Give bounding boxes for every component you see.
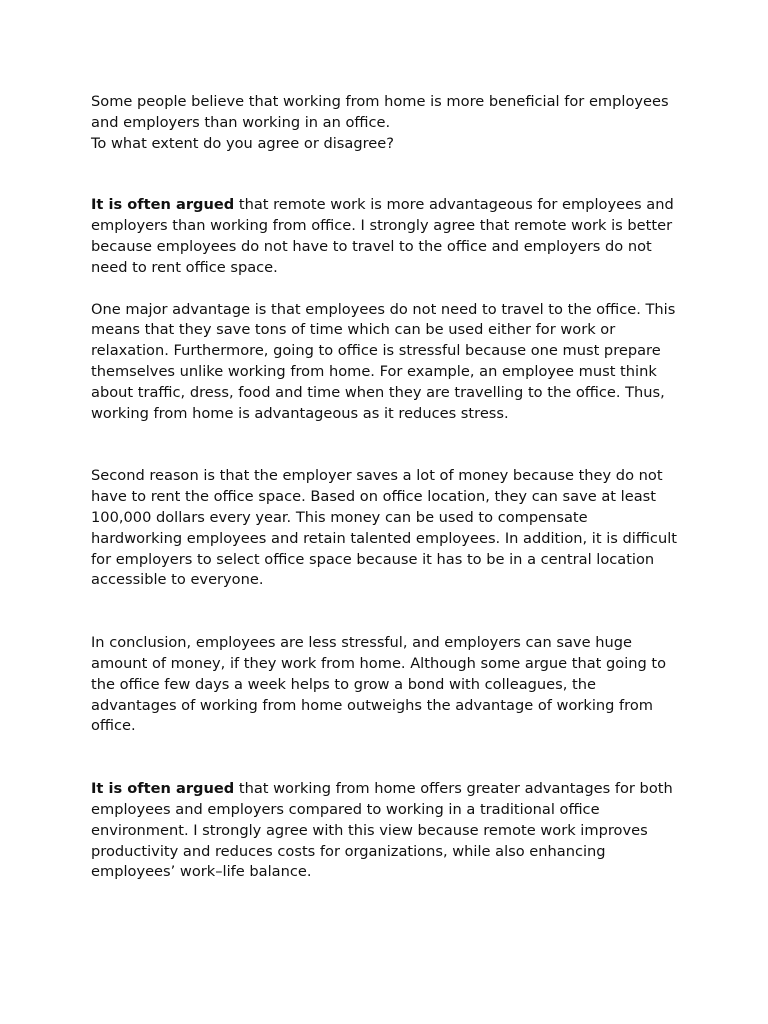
body-paragraph-2: Second reason is that the employer saves a lot of money because they do not have to rent the office space. Based on office location, they can save at least 100,000 dollars every year. This money can be used to compensate hardworking employees and retain talented employees. In addition, it is difficult for employers to select office space because it has to be in a central location accessible to everyone. — [91, 467, 677, 589]
intro-paragraph — [91, 195, 681, 278]
essay-prompt — [91, 92, 681, 154]
prompt-statement: Some people believe that working from home is more beneficial for employees and employers than working in an office. — [91, 93, 669, 131]
intro-body: that remote work is more advantageous for employees and employers than working from office. I strongly agree that remote work is better because employees do not have to travel to the office and employers do not need to rent office space. — [91, 196, 674, 276]
intro-lead-phrase: It is often argued — [91, 196, 235, 214]
body-paragraph-1: One major advantage is that employees do not need to travel to the office. This means that they save tons of time which can be used either for work or relaxation. Furthermore, going to office is stressful because one must prepare themselves unlike working from home. For example, an employee must think about traffic, dress, food and time when they are travelling to the office. Thus, working from home is advantageous as it reduces stress. — [91, 300, 676, 422]
conclusion-paragraph: In conclusion, employees are less stressful, and employers can save huge amount of money, if they work from home. Although some argue that going to the office few days a week helps to grow a bond with colleagues, the advantages of working from home outweighs the advantage of working from office. — [91, 634, 667, 735]
document-page — [91, 92, 681, 883]
alt-intro-lead-phrase: It is often argued — [91, 780, 235, 798]
alternative-intro-paragraph — [91, 779, 681, 883]
alt-intro-body: that working from home offers greater advantages for both employees and employers compared to working in a traditional office environment. I strongly agree with this view because remote work improves productivity and reduces costs for organizations, while also enhancing employees’ work–life balance. — [91, 780, 673, 881]
prompt-question: To what extent do you agree or disagree? — [91, 134, 395, 152]
